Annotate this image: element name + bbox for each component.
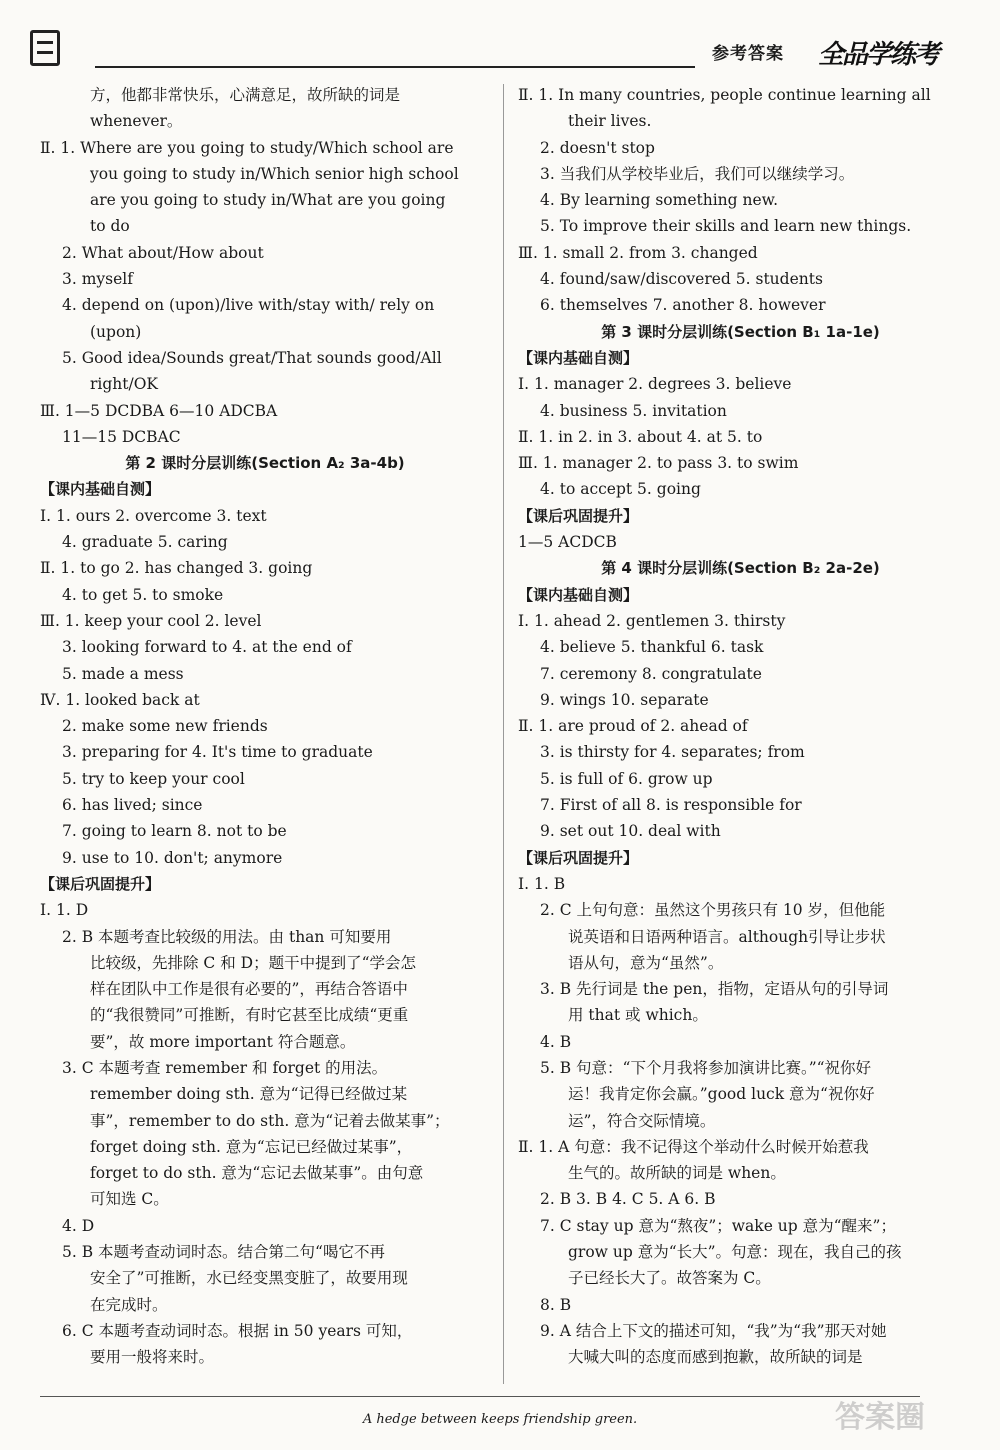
answer-line: 子已经长大了。故答案为 C。 — [568, 1269, 771, 1288]
answer-line: 4. D — [62, 1216, 95, 1235]
lesson-title: 第 2 课时分层训练(Section A₂ 3a-4b) — [125, 454, 405, 473]
answer-line: 4. found/saw/discovered 5. students — [540, 270, 823, 289]
answer-line: 7. ceremony 8. congratulate — [540, 664, 762, 683]
answer-line: 7. First of all 8. is responsible for — [540, 796, 802, 815]
answer-line: 4. believe 5. thankful 6. task — [540, 638, 764, 657]
answer-line: to do — [90, 217, 130, 236]
section-heading: 【课后巩固提升】 — [40, 874, 161, 893]
answer-line: Ⅰ. 1. ours 2. overcome 3. text — [40, 506, 267, 525]
footer-motto: A hedge between keeps friendship green. — [362, 1412, 638, 1427]
answer-line: 6. C 本题考查动词时态。根据 in 50 years 可知， — [62, 1321, 413, 1340]
answer-line: 4. By learning something new. — [540, 191, 779, 210]
answer-line: 5. is full of 6. grow up — [540, 769, 713, 788]
answer-line: 11—15 DCBAC — [62, 427, 181, 446]
answer-line: 4. business 5. invitation — [540, 401, 727, 420]
answer-line: Ⅳ. 1. looked back at — [40, 690, 200, 709]
answer-line: 3. looking forward to 4. at the end of — [62, 638, 352, 657]
header-rule — [95, 66, 695, 68]
answer-line: 2. B 本题考查比较级的用法。由 than 可知要用 — [62, 927, 392, 946]
answer-line: whenever。 — [90, 112, 183, 131]
answer-line: 9. A 结合上下文的描述可知，“我”为“我”那天对她 — [540, 1321, 887, 1340]
answer-line: their lives. — [568, 112, 652, 131]
section-label: 参考答案 — [712, 44, 784, 64]
answer-line: remember doing sth. 意为“记得已经做过某 — [90, 1085, 408, 1104]
answer-line: 5. B 句意：“下个月我将参加演讲比赛。”“祝你好 — [540, 1058, 872, 1077]
footer-rule — [40, 1396, 920, 1397]
answer-line: 的“我很赞同”可推断，有时它甚至比成绩“更重 — [90, 1006, 409, 1025]
column-divider — [503, 84, 504, 1384]
answer-line: 2. What about/How about — [62, 243, 264, 262]
answer-line: 4. depend on (upon)/live with/stay with/ rely on — [62, 296, 435, 315]
watermark: 答案圈 — [835, 1400, 925, 1435]
answer-line: 要”，故 more important 符合题意。 — [90, 1032, 356, 1051]
answer-line: Ⅱ. 1. to go 2. has changed 3. going — [40, 559, 313, 578]
answer-line: right/OK — [90, 375, 159, 394]
answer-line: are you going to study in/What are you going — [90, 191, 446, 210]
answer-line: 3. 当我们从学校毕业后，我们可以继续学习。 — [540, 164, 855, 183]
answer-line: 6. themselves 7. another 8. however — [540, 296, 826, 315]
section-heading: 【课内基础自测】 — [40, 480, 161, 499]
answer-line: forget doing sth. 意为“忘记已经做过某事”， — [90, 1137, 413, 1156]
answer-line: 3. C 本题考查 remember 和 forget 的用法。 — [62, 1058, 388, 1077]
answer-line: 生气的。故所缺的词是 when。 — [568, 1164, 786, 1183]
answer-line: 样在团队中工作是很有必要的”，再结合答语中 — [90, 980, 408, 999]
answer-line: Ⅱ. 1. are proud of 2. ahead of — [518, 717, 748, 736]
book-logo-icon — [30, 30, 60, 66]
answer-line: Ⅲ. 1. manager 2. to pass 3. to swim — [518, 454, 799, 473]
answer-line: 5. B 本题考查动词时态。结合第二句“喝它不再 — [62, 1243, 385, 1262]
answer-line: 5. To improve their skills and learn new things. — [540, 217, 912, 236]
section-heading: 【课后巩固提升】 — [518, 506, 639, 525]
answer-line: Ⅰ. 1. manager 2. degrees 3. believe — [518, 375, 792, 394]
page-header — [0, 0, 1000, 80]
answer-line: forget to do sth. 意为“忘记去做某事”。由句意 — [90, 1164, 424, 1183]
answer-line: 安全了”可推断，水已经变黑变脏了，故要用现 — [90, 1269, 408, 1288]
section-heading: 【课内基础自测】 — [518, 585, 639, 604]
answer-line: 运！我肯定你会赢。”good luck 意为“祝你好 — [568, 1085, 875, 1104]
answer-line: 9. use to 10. don't; anymore — [62, 848, 283, 867]
answer-line: Ⅲ. 1. keep your cool 2. level — [40, 611, 262, 630]
answer-line: Ⅰ. 1. ahead 2. gentlemen 3. thirsty — [518, 611, 786, 630]
answer-line: 3. B 先行词是 the pen，指物，定语从句的引导词 — [540, 980, 889, 999]
answer-line: 5. try to keep your cool — [62, 769, 245, 788]
answer-line: 1—5 ACDCB — [518, 533, 617, 552]
answer-line: 2. C 上句句意：虽然这个男孩只有 10 岁，但他能 — [540, 901, 886, 920]
answer-line: 用 that 或 which。 — [568, 1006, 708, 1025]
answer-line: 说英语和日语两种语言。although引导让步状 — [568, 927, 886, 946]
answer-line: Ⅱ. 1. in 2. in 3. about 4. at 5. to — [518, 427, 763, 446]
answer-line: 4. graduate 5. caring — [62, 533, 228, 552]
answer-line: 3. myself — [62, 270, 133, 289]
answer-line: Ⅱ. 1. A 句意：我不记得这个举动什么时候开始惹我 — [518, 1137, 869, 1156]
answer-line: Ⅰ. 1. B — [518, 874, 566, 893]
answer-line: 语从句，意为“虽然”。 — [568, 953, 724, 972]
right-column — [518, 82, 963, 1371]
section-heading: 【课后巩固提升】 — [518, 848, 639, 867]
answer-line: 3. is thirsty for 4. separates; from — [540, 743, 805, 762]
answer-line: 在完成时。 — [90, 1295, 168, 1314]
answer-line: 7. C stay up 意为“熬夜”；wake up 意为“醒来”； — [540, 1216, 896, 1235]
answer-line: 9. wings 10. separate — [540, 690, 709, 709]
answer-line: 要用一般将来时。 — [90, 1348, 215, 1367]
answer-line: Ⅲ. 1—5 DCDBA 6—10 ADCBA — [40, 401, 278, 420]
brand-logo: 全品学练考 — [818, 40, 939, 70]
answer-line: 9. set out 10. deal with — [540, 822, 721, 841]
answer-line: Ⅱ. 1. In many countries, people continue learning all — [518, 86, 931, 104]
lesson-title: 第 4 课时分层训练(Section B₂ 2a-2e) — [601, 559, 880, 578]
answer-line: 5. made a mess — [62, 664, 184, 683]
answer-line: Ⅰ. 1. D — [40, 901, 89, 920]
answer-line: grow up 意为“长大”。句意：现在，我自己的孩 — [568, 1243, 902, 1262]
answer-line: 4. B — [540, 1032, 572, 1051]
answer-line: Ⅲ. 1. small 2. from 3. changed — [518, 243, 758, 262]
answer-line: 2. make some new friends — [62, 717, 268, 736]
answer-line: 2. doesn't stop — [540, 138, 655, 157]
answer-line: 4. to get 5. to smoke — [62, 585, 224, 604]
answer-line: 6. has lived; since — [62, 796, 203, 815]
answer-line: 4. to accept 5. going — [540, 480, 701, 499]
section-heading: 【课内基础自测】 — [518, 348, 639, 367]
answer-line: 大喊大叫的态度而感到抱歉，故所缺的词是 — [568, 1348, 863, 1367]
answer-line: 8. B — [540, 1295, 572, 1314]
lesson-title: 第 3 课时分层训练(Section B₁ 1a-1e) — [601, 322, 880, 341]
answer-line: 事”，remember to do sth. 意为“记着去做某事”； — [90, 1111, 450, 1130]
answer-line: 2. B 3. B 4. C 5. A 6. B — [540, 1190, 716, 1209]
answer-line: 运”，符合交际情境。 — [568, 1111, 716, 1130]
answer-line: 3. preparing for 4. It's time to graduate — [62, 743, 373, 762]
answer-line: you going to study in/Which senior high school — [90, 164, 459, 183]
left-column — [40, 82, 490, 1371]
answer-line: Ⅱ. 1. Where are you going to study/Which school are — [40, 138, 454, 157]
answer-line: 7. going to learn 8. not to be — [62, 822, 287, 841]
answer-line: 可知选 C。 — [90, 1190, 169, 1209]
answer-line: (upon) — [90, 322, 142, 341]
answer-line: 5. Good idea/Sounds great/That sounds good/All — [62, 348, 442, 367]
answer-line: 比较级，先排除 C 和 D；题干中提到了“学会怎 — [90, 953, 416, 972]
answer-line: 方，他都非常快乐，心满意足，故所缺的词是 — [90, 86, 401, 104]
